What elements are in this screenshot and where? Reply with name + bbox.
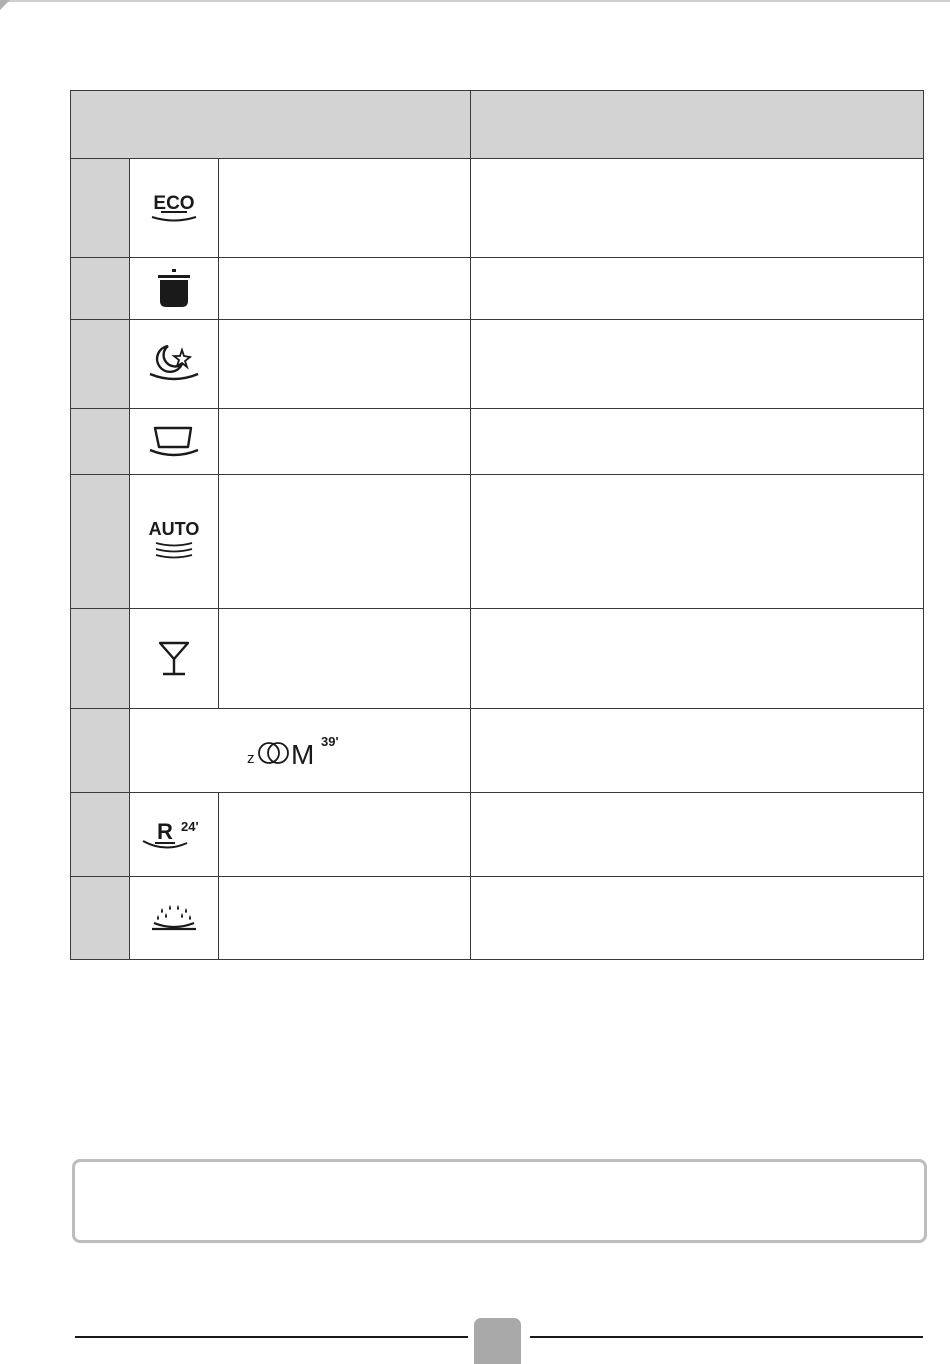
zoom-39-icon [245,733,355,769]
programme-name [219,258,471,320]
row-number [71,159,130,258]
programme-name [219,609,471,709]
top-rule [0,0,950,2]
programme-description [471,709,924,793]
table-row [71,258,924,320]
wine-glass-icon [154,639,194,679]
programme-description [471,609,924,709]
table-row [71,409,924,475]
svg-text:z: z [247,749,255,767]
header-programme [71,91,471,159]
programme-name [219,475,471,609]
table-row [71,609,924,709]
programme-name [219,793,471,877]
table-row [71,709,924,793]
programme-description [471,475,924,609]
programme-description [471,409,924,475]
row-number [71,609,130,709]
footer-rule-right [530,1336,923,1338]
table-row [71,475,924,609]
programme-table [70,90,924,960]
programme-name [219,320,471,409]
svg-text:R: R [157,818,173,844]
table-header-row [71,91,924,159]
programme-description [471,877,924,960]
prewash-drops-icon [144,898,204,938]
note-box [72,1159,927,1243]
eco-programme-icon [144,188,204,228]
table-row [71,320,924,409]
table-row [71,159,924,258]
svg-text:ECO: ECO [153,193,195,214]
row-number [71,877,130,960]
svg-text:M: M [291,738,315,769]
auto-wave-icon [142,517,206,567]
row-number [71,258,130,320]
programme-name [219,159,471,258]
night-moon-star-icon [144,342,204,386]
row-number [71,709,130,793]
programme-description [471,258,924,320]
svg-text:AUTO: AUTO [148,518,200,539]
footer-rule-left [75,1336,468,1338]
row-number [71,793,130,877]
programme-description [471,159,924,258]
row-number [71,475,130,609]
table-row [71,877,924,960]
programme-description [471,320,924,409]
page-number-tab [474,1318,521,1364]
corner-mark [0,0,10,10]
programme-description [471,793,924,877]
row-number [71,320,130,409]
basin-universal-icon [144,422,204,462]
programme-name [219,409,471,475]
svg-text:39': 39' [321,733,339,749]
row-number [71,409,130,475]
programme-name [219,877,471,960]
rapid-24-icon [139,815,209,855]
svg-text:24': 24' [181,818,199,834]
pot-intensive-icon [152,267,196,311]
table-row [71,793,924,877]
header-description [471,91,924,159]
